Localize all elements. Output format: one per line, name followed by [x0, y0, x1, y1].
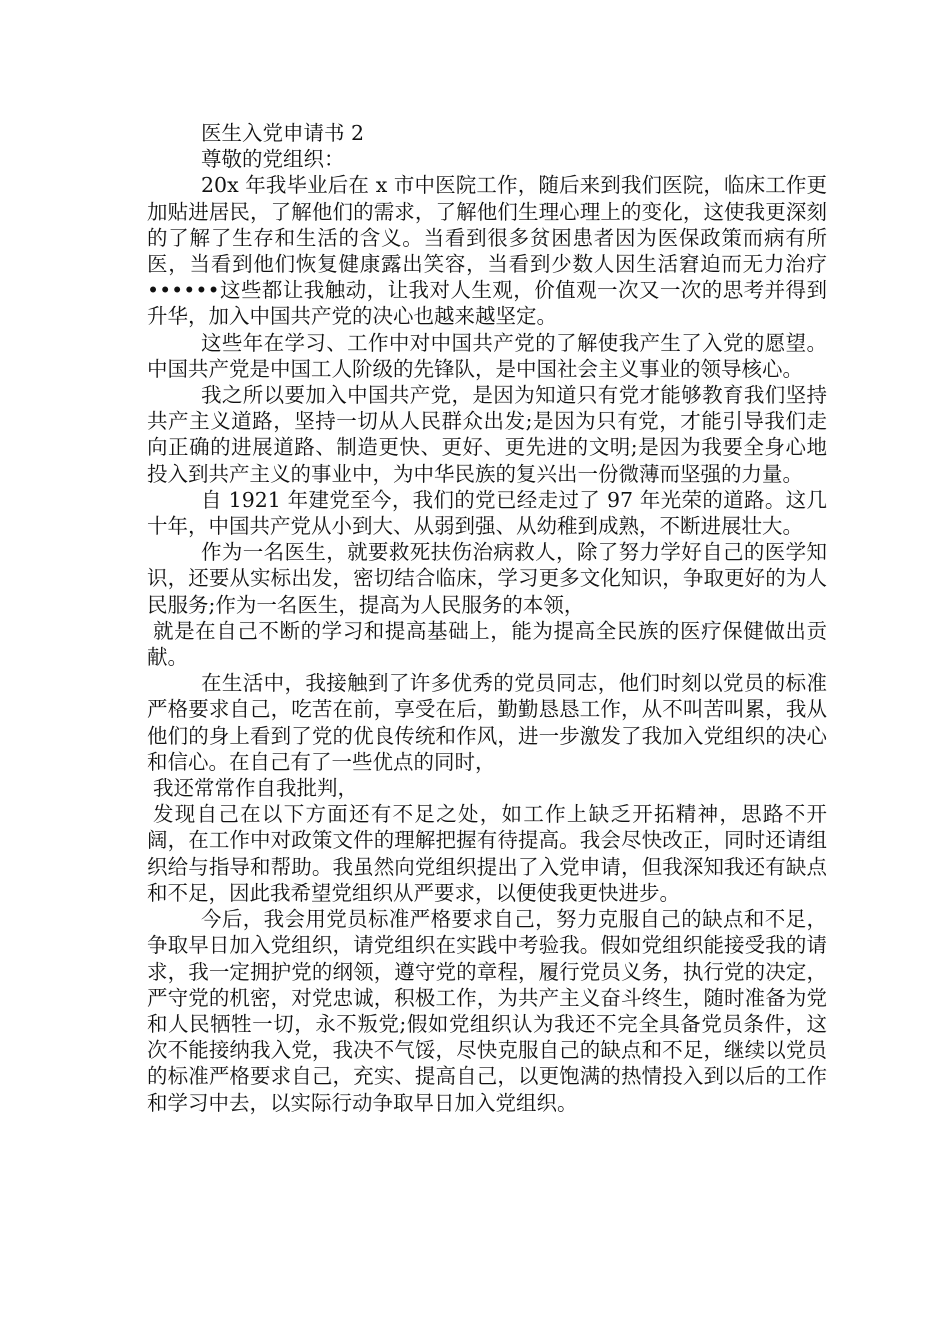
paragraph-5: 作为一名医生，就要救死扶伤治病救人，除了努力学好自己的医学知识，还要从实标出发，密切结合临床，学习更多文化知识，争取更好的为人民服务;作为一名医生，提高为人民服务的本领， [147, 540, 827, 617]
document-page [147, 120, 827, 1116]
paragraph-8: 我还常常作自我批判， [153, 776, 358, 801]
paragraph-6: 就是在自己不断的学习和提高基础上，能为提高全民族的医疗保健做出贡献。 [147, 618, 827, 670]
paragraph-1: 20x 年我毕业后在 x 市中医院工作，随后来到我们医院，临床工作更加贴进居民，了解他们的需求，了解他们生理心理上的变化，这使我更深刻的了解了生存和生活的含义。当看到很多贫困患者因为医保政策而病有所医，当看到他们恢复健康露出笑容，当看到少数人因生活窘迫而无力治疗••••••这些都让我触动，让我对人生观，价值观一次又一次的思考并得到升华，加入中国共产党的决心也越来越坚定。 [147, 173, 827, 329]
paragraph-9: 发现自己在以下方面还有不足之处，如工作上缺乏开拓精神，思路不开阔，在工作中对政策文件的理解把握有待提高。我会尽快改正，同时还请组织给与指导和帮助。我虽然向党组织提出了入党申请，但我深知我还有缺点和不足，因此我希望党组织从严要求，以便使我更快进步。 [147, 802, 827, 905]
paragraph-3: 我之所以要加入中国共产党，是因为知道只有党才能够教育我们坚持共产主义道路，坚持一切从人民群众出发;是因为只有党，才能引导我们走向正确的进展道路、制造更快、更好、更先进的文明;是因为我要全身心地投入到共产主义的事业中，为中华民族的复兴出一份微薄而坚强的力量。 [147, 383, 827, 486]
salutation: 尊敬的党组织： [201, 147, 345, 172]
document-title: 医生入党申请书 2 [201, 121, 365, 145]
paragraph-2: 这些年在学习、工作中对中国共产党的了解使我产生了入党的愿望。中国共产党是中国工人阶级的先锋队，是中国社会主义事业的领导核心。 [147, 330, 827, 381]
paragraph-7: 在生活中，我接触到了许多优秀的党员同志，他们时刻以党员的标准严格要求自己，吃苦在前，享受在后，勤勤恳恳工作，从不叫苦叫累，我从他们的身上看到了党的优良传统和作风，进一步激发了我加入党组织的决心和信心。在自己有了一些优点的同时， [147, 671, 827, 774]
paragraph-10: 今后，我会用党员标准严格要求自己，努力克服自己的缺点和不足，争取早日加入党组织，请党组织在实践中考验我。假如党组织能接受我的请求，我一定拥护党的纲领，遵守党的章程，履行党员义务，执行党的决定，严守党的机密，对党忠诚，积极工作，为共产主义奋斗终生，随时准备为党和人民牺牲一切，永不叛党;假如党组织认为我还不完全具备党员条件，这次不能接纳我入党，我决不气馁，尽快克服自己的缺点和不足，继续以党员的标准严格要求自己，充实、提高自己，以更饱满的热情投入到以后的工作和学习中去，以实际行动争取早日加入党组织。 [147, 907, 827, 1115]
paragraph-4: 自 1921 年建党至今，我们的党已经走过了 97 年光荣的道路。这几十年，中国共产党从小到大、从弱到强、从幼稚到成熟，不断进展壮大。 [147, 487, 827, 539]
